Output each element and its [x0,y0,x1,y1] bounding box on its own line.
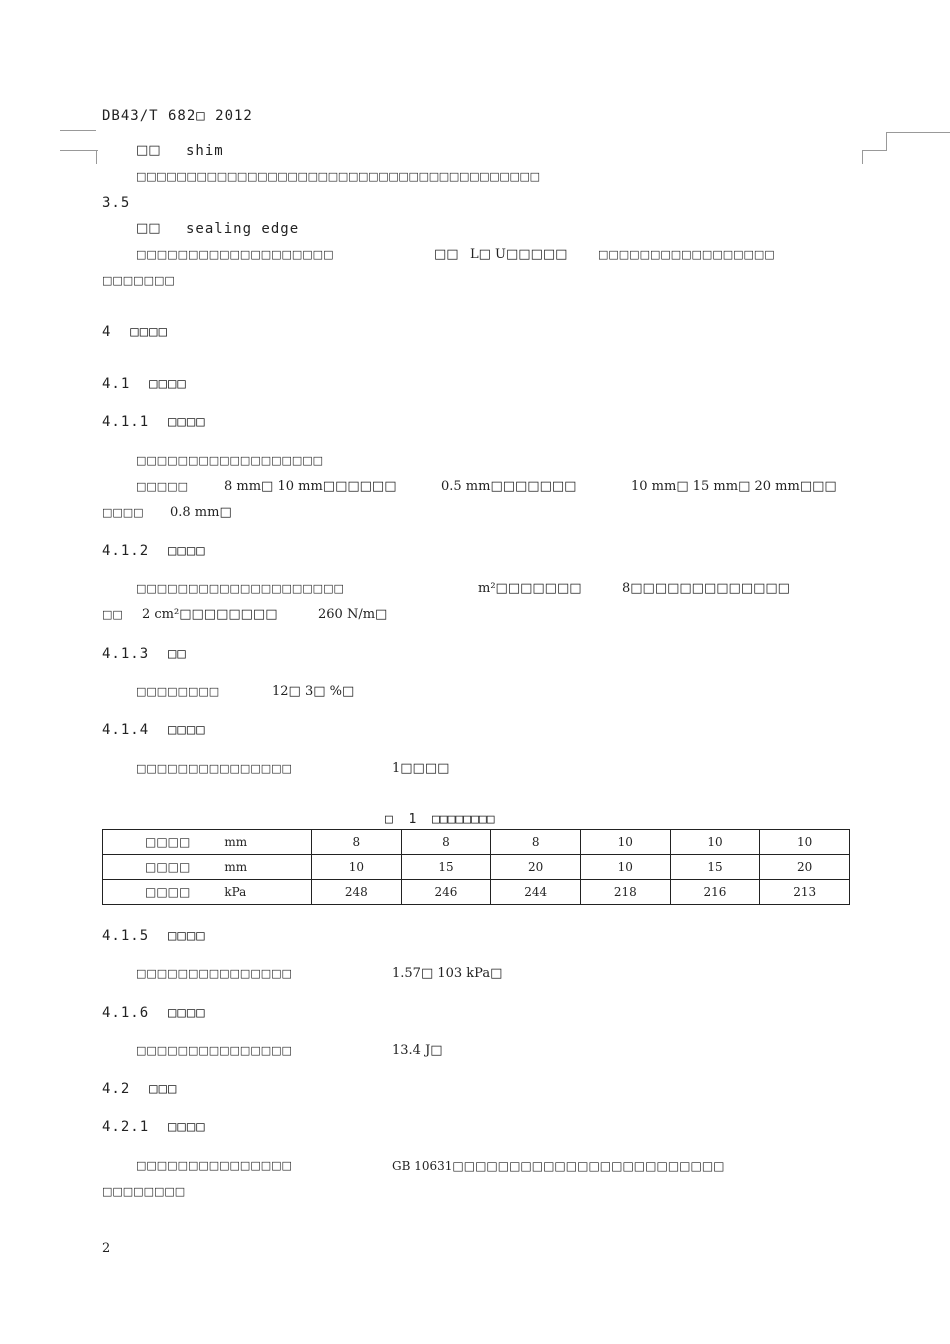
paragraph: 13.4 J□ [392,1043,443,1058]
definition-sealing-edge: L□ U□□□□□ [470,247,568,262]
paragraph: □□□□□□□□□□□□□□□ [136,967,292,980]
paragraph: □□□□□□□□ [102,1185,186,1198]
table-cell: 10 [670,830,760,855]
paragraph: □□□□□□□□□□□□□□□ [136,1159,292,1172]
definition-sealing-edge: □□□□□□□ [102,274,175,287]
section-heading: 4.1.4 □□□□ [102,722,206,738]
table-cell: 15 [670,855,760,880]
section-heading: 4.1.6 □□□□ [102,1005,206,1021]
row-label: □□□□ kPa [103,880,312,905]
paragraph: 12□ 3□ %□ [272,684,355,699]
crop-mark [886,132,887,150]
term-shim-en: shim [186,143,224,159]
crop-mark [60,150,98,151]
table-cell: 248 [312,880,402,905]
definition-sealing-edge: □□□□□□□□□□□□□□□□□□□ [136,248,334,261]
table-cell: 246 [401,880,491,905]
clause-number: 3.5 [102,195,131,211]
table-cell: 10 [580,855,670,880]
table-cell: 216 [670,880,760,905]
table-caption: □ 1 □□□□□□□□ [385,812,495,827]
spec-table [102,829,850,905]
paragraph: □□□□□□□□□□□□□□□ [136,1044,292,1057]
table-cell: 10 [760,830,850,855]
table-row [103,855,850,880]
paragraph: 8□□□□□□□□□□□□□ [622,581,790,596]
paragraph: □□□□□ [136,480,188,493]
table-cell: 8 [401,830,491,855]
section-heading: 4 □□□□ [102,324,169,340]
table-row [103,830,850,855]
table-cell: 10 [312,855,402,880]
paragraph: □□□□□□□□□□□□□□□□□□□□ [136,582,344,595]
term-shim: □□ [136,143,161,158]
section-heading: 4.1.3 □□ [102,646,187,662]
crop-mark [862,150,863,164]
table-cell: 218 [580,880,670,905]
section-heading: 4.2.1 □□□□ [102,1119,206,1135]
document-id: DB43/T 682□ 2012 [102,108,253,124]
table-row [103,880,850,905]
section-heading: 4.1.5 □□□□ [102,928,206,944]
crop-mark [886,132,950,133]
paragraph: 0.8 mm□ [170,505,232,520]
paragraph: □□□□□□□□□□□□□□□□□□ [136,454,324,467]
page-number: 2 [102,1241,111,1256]
crop-mark [60,130,96,131]
paragraph: 1□□□□ [392,761,450,776]
paragraph: 8 mm□ 10 mm□□□□□□ [224,479,397,494]
paragraph: □□□□□□□□ [136,685,220,698]
paragraph: □□ [102,608,123,621]
row-label: □□□□ mm [103,855,312,880]
paragraph: 10 mm□ 15 mm□ 20 mm□□□ [631,479,837,494]
paragraph: □□□□ [102,506,144,519]
paragraph: □□□□□□□□□□□□□□□ [136,762,292,775]
definition-sealing-edge: □□ [434,247,459,262]
table-cell: 20 [760,855,850,880]
table-cell: 20 [491,855,581,880]
term-sealing-edge: □□ [136,221,161,236]
paragraph: m²□□□□□□□ [478,581,582,596]
paragraph: 2 cm²□□□□□□□□ [142,607,278,622]
table-cell: 15 [401,855,491,880]
definition-sealing-edge: □□□□□□□□□□□□□□□□□ [598,248,775,261]
table-cell: 213 [760,880,850,905]
table-cell: 8 [491,830,581,855]
crop-mark [862,150,887,151]
section-heading: 4.1.2 □□□□ [102,543,206,559]
section-heading: 4.2 □□□ [102,1081,178,1097]
paragraph: 1.57□ 103 kPa□ [392,966,503,981]
definition-shim: □□□□□□□□□□□□□□□□□□□□□□□□□□□□□□□□□□□□□□□□ [136,170,540,183]
crop-mark [96,150,97,164]
term-sealing-edge-en: sealing edge [186,221,300,237]
paragraph: GB 10631□□□□□□□□□□□□□□□□□□□□□□□□ [392,1159,725,1173]
row-label: □□□□ mm [103,830,312,855]
table-cell: 244 [491,880,581,905]
paragraph: 260 N/m□ [318,607,388,622]
section-heading: 4.1.1 □□□□ [102,414,206,430]
table-cell: 10 [580,830,670,855]
section-heading: 4.1 □□□□ [102,376,187,392]
paragraph: 0.5 mm□□□□□□□ [441,479,577,494]
table-cell: 8 [312,830,402,855]
